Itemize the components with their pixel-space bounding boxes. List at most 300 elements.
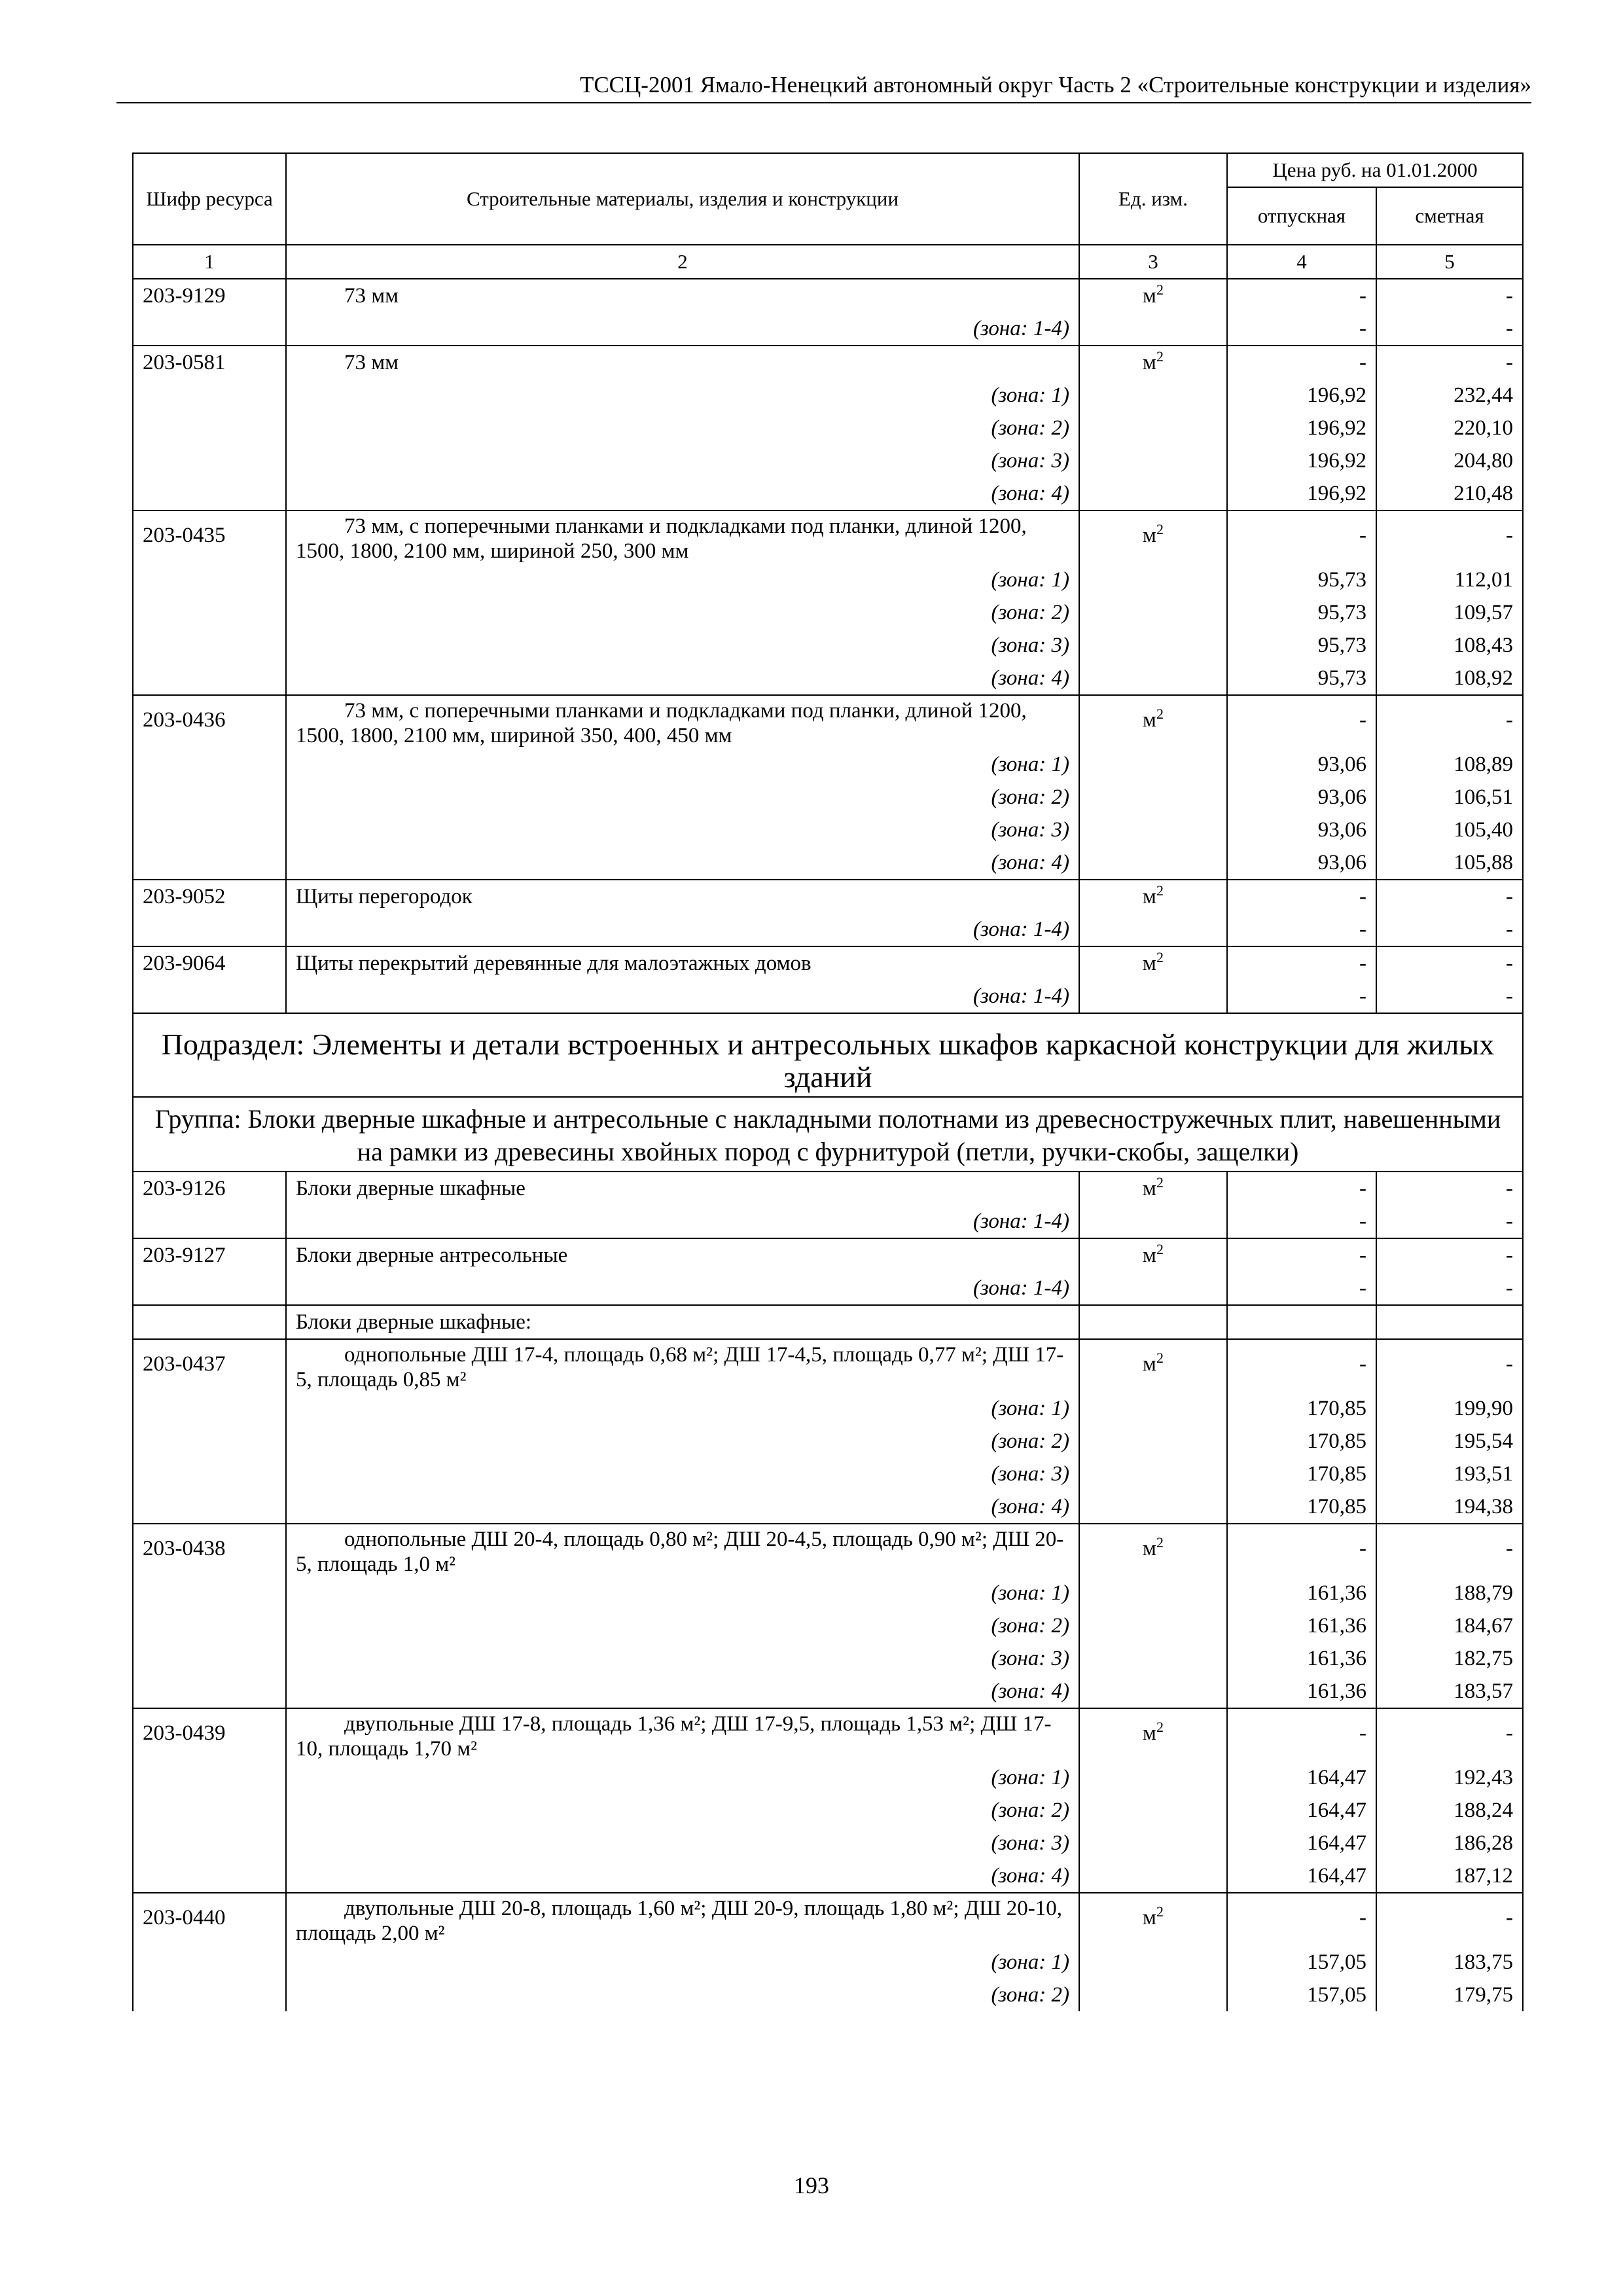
release-price: 95,73	[1227, 662, 1376, 695]
col-header-estimate: сметная	[1376, 187, 1523, 245]
unit-text: м	[1143, 1244, 1156, 1267]
zone-row	[133, 312, 1523, 346]
table-row	[133, 1172, 1523, 1205]
code-cell	[133, 1577, 286, 1609]
release-price: 196,92	[1227, 444, 1376, 477]
item-name-cell	[286, 279, 1079, 312]
code-cell	[133, 477, 286, 511]
resource-code: 203-9129	[133, 279, 286, 312]
release-price: -	[1227, 1339, 1376, 1392]
zone-row	[133, 1642, 1523, 1675]
zone-row	[133, 444, 1523, 477]
estimate-price: 187,12	[1376, 1859, 1523, 1893]
item-name-cell	[286, 511, 1079, 564]
zone-label: (зона: 4)	[286, 1490, 1079, 1524]
release-price: -	[1227, 1172, 1376, 1205]
zone-label: (зона: 1)	[286, 1761, 1079, 1794]
code-cell	[133, 1490, 286, 1524]
release-price: 170,85	[1227, 1458, 1376, 1490]
square-superscript: 2	[1156, 348, 1164, 365]
table-row	[133, 1893, 1523, 1946]
zone-label: (зона: 3)	[286, 444, 1079, 477]
price-table	[132, 152, 1524, 2011]
zone-row	[133, 1979, 1523, 2011]
release-price: 161,36	[1227, 1609, 1376, 1642]
code-cell	[133, 312, 286, 346]
release-price: 196,92	[1227, 379, 1376, 412]
table-row	[133, 946, 1523, 980]
unit-cell	[1079, 279, 1227, 312]
release-price: 164,47	[1227, 1794, 1376, 1827]
item-name-cell	[286, 1708, 1079, 1761]
code-cell	[133, 1642, 286, 1675]
estimate-price: 220,10	[1376, 412, 1523, 444]
unit-cell	[1079, 1642, 1227, 1675]
unit-cell	[1079, 1172, 1227, 1205]
release-price: -	[1227, 980, 1376, 1013]
code-cell	[133, 814, 286, 846]
zone-label: (зона: 1)	[286, 1577, 1079, 1609]
unit-cell	[1079, 629, 1227, 662]
unit-cell	[1079, 1490, 1227, 1524]
estimate-price: -	[1376, 980, 1523, 1013]
code-cell	[133, 980, 286, 1013]
zone-label: (зона: 2)	[286, 596, 1079, 629]
estimate-price: -	[1376, 946, 1523, 980]
code-cell	[133, 1609, 286, 1642]
unit-cell	[1079, 1708, 1227, 1761]
release-price: 157,05	[1227, 1979, 1376, 2011]
estimate-price: 108,43	[1376, 629, 1523, 662]
release-price: 161,36	[1227, 1577, 1376, 1609]
square-superscript: 2	[1156, 1241, 1164, 1257]
square-superscript: 2	[1156, 949, 1164, 965]
estimate-price: 199,90	[1376, 1392, 1523, 1425]
release-price: 170,85	[1227, 1425, 1376, 1458]
col-number: 2	[286, 245, 1079, 279]
unit-cell	[1079, 1425, 1227, 1458]
table-row	[133, 279, 1523, 312]
unit-cell	[1079, 1524, 1227, 1577]
release-price: 170,85	[1227, 1392, 1376, 1425]
item-name: двупольные ДШ 17-8, площадь 1,36 м²; ДШ 17-9,5, площадь 1,53 м²; ДШ 17-10, площадь 1,70 м²	[296, 1712, 1052, 1761]
unit-cell	[1079, 1458, 1227, 1490]
table-row	[133, 1524, 1523, 1577]
square-superscript: 2	[1156, 521, 1164, 537]
item-name: Щиты перегородок	[296, 885, 473, 908]
unit-cell	[1079, 1794, 1227, 1827]
zone-row	[133, 1794, 1523, 1827]
unit-cell	[1079, 1609, 1227, 1642]
item-name: 73 мм, с поперечными планками и подкладками под планки, длиной 1200, 1500, 1800, 2100 мм, шириной 250, 300 мм	[296, 514, 1027, 563]
zone-row	[133, 1946, 1523, 1979]
estimate-price: -	[1376, 511, 1523, 564]
zone-row	[133, 596, 1523, 629]
code-cell	[133, 1425, 286, 1458]
zone-label: (зона: 1)	[286, 1392, 1079, 1425]
unit-cell	[1079, 312, 1227, 346]
code-cell	[133, 596, 286, 629]
release-price: -	[1227, 1708, 1376, 1761]
code-cell	[133, 444, 286, 477]
code-cell	[133, 1675, 286, 1708]
release-price: 95,73	[1227, 596, 1376, 629]
zone-row	[133, 1761, 1523, 1794]
table-row	[133, 695, 1523, 748]
code-cell	[133, 1761, 286, 1794]
zone-label: (зона: 1)	[286, 748, 1079, 781]
code-cell	[133, 1794, 286, 1827]
release-price: 93,06	[1227, 781, 1376, 814]
square-superscript: 2	[1156, 281, 1164, 298]
zone-label: (зона: 4)	[286, 662, 1079, 695]
code-cell	[133, 1305, 286, 1339]
item-name: Блоки дверные шкафные	[296, 1177, 526, 1200]
unit-cell	[1079, 1946, 1227, 1979]
item-name-cell	[286, 1524, 1079, 1577]
release-price: -	[1227, 946, 1376, 980]
code-cell	[133, 1392, 286, 1425]
unit-cell	[1079, 596, 1227, 629]
estimate-price: 232,44	[1376, 379, 1523, 412]
zone-row	[133, 748, 1523, 781]
table-row	[133, 346, 1523, 379]
release-price: 93,06	[1227, 748, 1376, 781]
release-price: -	[1227, 511, 1376, 564]
square-superscript: 2	[1156, 1534, 1164, 1551]
zone-row	[133, 1392, 1523, 1425]
release-price: 161,36	[1227, 1675, 1376, 1708]
estimate-price: -	[1376, 695, 1523, 748]
zone-label: (зона: 3)	[286, 1642, 1079, 1675]
zone-row	[133, 477, 1523, 511]
zone-label: (зона: 2)	[286, 412, 1079, 444]
release-price: -	[1227, 1238, 1376, 1272]
item-name: 73 мм	[344, 351, 399, 374]
release-price: -	[1227, 913, 1376, 946]
zone-label: (зона: 2)	[286, 1979, 1079, 2011]
unit-text: м	[1143, 284, 1156, 308]
unit-text: м	[1143, 1177, 1156, 1200]
unit-cell	[1079, 1205, 1227, 1238]
col-number: 1	[133, 245, 286, 279]
code-cell	[133, 662, 286, 695]
estimate-price: 210,48	[1376, 477, 1523, 511]
subsection-heading: Подраздел: Элементы и детали встроенных и антресольных шкафов каркасной конструкции для жилых зданий	[133, 1013, 1523, 1097]
col-number: 5	[1376, 245, 1523, 279]
release-price: -	[1227, 1272, 1376, 1305]
estimate-price: 188,24	[1376, 1794, 1523, 1827]
section-heading-row	[133, 1013, 1523, 1097]
unit-text: м	[1143, 524, 1156, 547]
zone-label: (зона: 2)	[286, 1609, 1079, 1642]
release-price: 164,47	[1227, 1827, 1376, 1859]
zone-label: (зона: 3)	[286, 1458, 1079, 1490]
unit-text: м	[1143, 708, 1156, 732]
code-cell	[133, 629, 286, 662]
release-price: 164,47	[1227, 1761, 1376, 1794]
zone-row	[133, 1675, 1523, 1708]
unit-cell	[1079, 980, 1227, 1013]
square-superscript: 2	[1156, 1350, 1164, 1366]
code-cell	[133, 913, 286, 946]
zone-label: (зона: 4)	[286, 846, 1079, 880]
item-name-cell	[286, 946, 1079, 980]
unit-cell	[1079, 1859, 1227, 1893]
release-price: 95,73	[1227, 564, 1376, 596]
table-row	[133, 1238, 1523, 1272]
unit-cell	[1079, 346, 1227, 379]
unit-text: м	[1143, 351, 1156, 374]
empty-cell	[1376, 1305, 1523, 1339]
zone-label: (зона: 1-4)	[286, 1205, 1079, 1238]
zone-row	[133, 846, 1523, 880]
estimate-price: 109,57	[1376, 596, 1523, 629]
release-price: 93,06	[1227, 814, 1376, 846]
estimate-price: -	[1376, 346, 1523, 379]
item-name: однопольные ДШ 20-4, площадь 0,80 м²; ДШ 20-4,5, площадь 0,90 м²; ДШ 20-5, площадь 1,0 м²	[296, 1528, 1064, 1576]
unit-cell	[1079, 379, 1227, 412]
item-name: 73 мм, с поперечными планками и подкладками под планки, длиной 1200, 1500, 1800, 2100 мм, шириной 350, 400, 450 мм	[296, 699, 1027, 747]
zone-row	[133, 1205, 1523, 1238]
resource-code: 203-0439	[133, 1708, 286, 1761]
estimate-price: -	[1376, 312, 1523, 346]
estimate-price: 179,75	[1376, 1979, 1523, 2011]
code-cell	[133, 1946, 286, 1979]
col-header-price: Цена руб. на 01.01.2000	[1227, 153, 1523, 187]
unit-cell	[1079, 444, 1227, 477]
resource-code: 203-0437	[133, 1339, 286, 1392]
zone-label: (зона: 1-4)	[286, 1272, 1079, 1305]
estimate-price: 193,51	[1376, 1458, 1523, 1490]
estimate-price: 183,57	[1376, 1675, 1523, 1708]
estimate-price: 112,01	[1376, 564, 1523, 596]
release-price: -	[1227, 346, 1376, 379]
item-name-cell	[286, 1172, 1079, 1205]
resource-code: 203-0436	[133, 695, 286, 748]
table-row	[133, 1339, 1523, 1392]
release-price: -	[1227, 279, 1376, 312]
estimate-price: -	[1376, 1893, 1523, 1946]
release-price: 161,36	[1227, 1642, 1376, 1675]
zone-row	[133, 564, 1523, 596]
unit-cell	[1079, 913, 1227, 946]
code-cell	[133, 1859, 286, 1893]
zone-label: (зона: 3)	[286, 629, 1079, 662]
square-superscript: 2	[1156, 706, 1164, 722]
code-cell	[133, 1827, 286, 1859]
group-label: Блоки дверные шкафные:	[286, 1305, 1079, 1339]
unit-text: м	[1143, 1352, 1156, 1376]
item-name-cell	[286, 880, 1079, 913]
code-cell	[133, 1272, 286, 1305]
release-price: 157,05	[1227, 1946, 1376, 1979]
unit-cell	[1079, 1675, 1227, 1708]
unit-cell	[1079, 695, 1227, 748]
estimate-price: 195,54	[1376, 1425, 1523, 1458]
zone-label: (зона: 4)	[286, 1675, 1079, 1708]
group-heading: Группа: Блоки дверные шкафные и антресольные с накладными полотнами из древесностружечных плит, навешенными на рамки из древесины хвойных пород с фурнитурой (петли, ручки-скобы, защелки)	[133, 1097, 1523, 1172]
zone-row	[133, 980, 1523, 1013]
release-price: -	[1227, 1205, 1376, 1238]
item-name: двупольные ДШ 20-8, площадь 1,60 м²; ДШ 20-9, площадь 1,80 м²; ДШ 20-10, площадь 2,00 м²	[296, 1897, 1063, 1945]
estimate-price: 186,28	[1376, 1827, 1523, 1859]
item-name-cell	[286, 1238, 1079, 1272]
unit-cell	[1079, 846, 1227, 880]
unit-cell	[1079, 781, 1227, 814]
item-name: однопольные ДШ 17-4, площадь 0,68 м²; ДШ 17-4,5, площадь 0,77 м²; ДШ 17-5, площадь 0,85 м²	[296, 1343, 1064, 1391]
estimate-price: 105,40	[1376, 814, 1523, 846]
unit-text: м	[1143, 952, 1156, 975]
unit-text: м	[1143, 885, 1156, 908]
estimate-price: 183,75	[1376, 1946, 1523, 1979]
unit-cell	[1079, 1761, 1227, 1794]
zone-label: (зона: 4)	[286, 1859, 1079, 1893]
unit-cell	[1079, 477, 1227, 511]
zone-label: (зона: 2)	[286, 1425, 1079, 1458]
zone-row	[133, 1827, 1523, 1859]
estimate-price: -	[1376, 1238, 1523, 1272]
unit-text: м	[1143, 1906, 1156, 1929]
estimate-price: 184,67	[1376, 1609, 1523, 1642]
resource-code: 203-9064	[133, 946, 286, 980]
code-cell	[133, 748, 286, 781]
resource-code: 203-0438	[133, 1524, 286, 1577]
zone-row	[133, 1609, 1523, 1642]
resource-code: 203-9126	[133, 1172, 286, 1205]
release-price: -	[1227, 1893, 1376, 1946]
zone-label: (зона: 3)	[286, 814, 1079, 846]
unit-cell	[1079, 1238, 1227, 1272]
unit-cell	[1079, 1272, 1227, 1305]
zone-label: (зона: 1-4)	[286, 980, 1079, 1013]
release-price: 93,06	[1227, 846, 1376, 880]
code-cell	[133, 1458, 286, 1490]
code-cell	[133, 1205, 286, 1238]
empty-cell	[1079, 1305, 1227, 1339]
estimate-price: -	[1376, 1272, 1523, 1305]
estimate-price: 182,75	[1376, 1642, 1523, 1675]
zone-row	[133, 1458, 1523, 1490]
zone-label: (зона: 2)	[286, 1794, 1079, 1827]
col-number: 3	[1079, 245, 1227, 279]
release-price: -	[1227, 880, 1376, 913]
zone-row	[133, 814, 1523, 846]
table-row	[133, 1708, 1523, 1761]
unit-cell	[1079, 814, 1227, 846]
resource-code: 203-9127	[133, 1238, 286, 1272]
zone-row	[133, 913, 1523, 946]
square-superscript: 2	[1156, 1174, 1164, 1191]
estimate-price: -	[1376, 1172, 1523, 1205]
estimate-price: -	[1376, 1205, 1523, 1238]
unit-cell	[1079, 1979, 1227, 2011]
square-superscript: 2	[1156, 1903, 1164, 1920]
zone-row	[133, 1490, 1523, 1524]
estimate-price: 106,51	[1376, 781, 1523, 814]
estimate-price: -	[1376, 880, 1523, 913]
square-superscript: 2	[1156, 882, 1164, 899]
zone-label: (зона: 2)	[286, 781, 1079, 814]
code-cell	[133, 564, 286, 596]
unit-cell	[1079, 880, 1227, 913]
zone-row	[133, 662, 1523, 695]
zone-label: (зона: 1)	[286, 379, 1079, 412]
unit-text: м	[1143, 1721, 1156, 1745]
square-superscript: 2	[1156, 1719, 1164, 1735]
item-name: Блоки дверные антресольные	[296, 1244, 568, 1267]
unit-cell	[1079, 1893, 1227, 1946]
zone-label: (зона: 1)	[286, 564, 1079, 596]
item-name-cell	[286, 1893, 1079, 1946]
unit-cell	[1079, 662, 1227, 695]
item-name-cell	[286, 695, 1079, 748]
col-header-code: Шифр ресурса	[133, 153, 286, 245]
zone-row	[133, 1577, 1523, 1609]
estimate-price: -	[1376, 279, 1523, 312]
col-header-unit: Ед. изм.	[1079, 153, 1227, 245]
zone-row	[133, 379, 1523, 412]
item-name: Щиты перекрытий деревянные для малоэтажных домов	[296, 952, 812, 975]
empty-cell	[1227, 1305, 1376, 1339]
estimate-price: 194,38	[1376, 1490, 1523, 1524]
estimate-price: 108,92	[1376, 662, 1523, 695]
unit-cell	[1079, 412, 1227, 444]
estimate-price: -	[1376, 1524, 1523, 1577]
unit-cell	[1079, 1577, 1227, 1609]
zone-label: (зона: 1-4)	[286, 312, 1079, 346]
page-number: 193	[794, 2172, 829, 2198]
running-header: ТССЦ-2001 Ямало-Ненецкий автономный округ Часть 2 «Строительные конструкции и изделия»	[116, 71, 1531, 103]
unit-cell	[1079, 564, 1227, 596]
item-name-cell	[286, 1339, 1079, 1392]
unit-cell	[1079, 946, 1227, 980]
resource-code: 203-0581	[133, 346, 286, 379]
unit-text: м	[1143, 1537, 1156, 1560]
zone-label: (зона: 3)	[286, 1827, 1079, 1859]
resource-code: 203-0440	[133, 1893, 286, 1946]
item-name-cell	[286, 346, 1079, 379]
release-price: 164,47	[1227, 1859, 1376, 1893]
col-number: 4	[1227, 245, 1376, 279]
table-row	[133, 511, 1523, 564]
col-header-release: отпускная	[1227, 187, 1376, 245]
estimate-price: -	[1376, 913, 1523, 946]
section-heading-row	[133, 1097, 1523, 1172]
zone-label: (зона: 4)	[286, 477, 1079, 511]
estimate-price: -	[1376, 1708, 1523, 1761]
code-cell	[133, 1979, 286, 2011]
zone-row	[133, 781, 1523, 814]
estimate-price: 108,89	[1376, 748, 1523, 781]
resource-code: 203-0435	[133, 511, 286, 564]
zone-row	[133, 1425, 1523, 1458]
zone-row	[133, 629, 1523, 662]
unit-cell	[1079, 1339, 1227, 1392]
label-row	[133, 1305, 1523, 1339]
release-price: -	[1227, 1524, 1376, 1577]
estimate-price: 204,80	[1376, 444, 1523, 477]
unit-cell	[1079, 1392, 1227, 1425]
estimate-price: 105,88	[1376, 846, 1523, 880]
release-price: 196,92	[1227, 412, 1376, 444]
col-header-name: Строительные материалы, изделия и конструкции	[286, 153, 1079, 245]
zone-row	[133, 1859, 1523, 1893]
release-price: 196,92	[1227, 477, 1376, 511]
release-price: -	[1227, 312, 1376, 346]
zone-label: (зона: 1-4)	[286, 913, 1079, 946]
estimate-price: 192,43	[1376, 1761, 1523, 1794]
